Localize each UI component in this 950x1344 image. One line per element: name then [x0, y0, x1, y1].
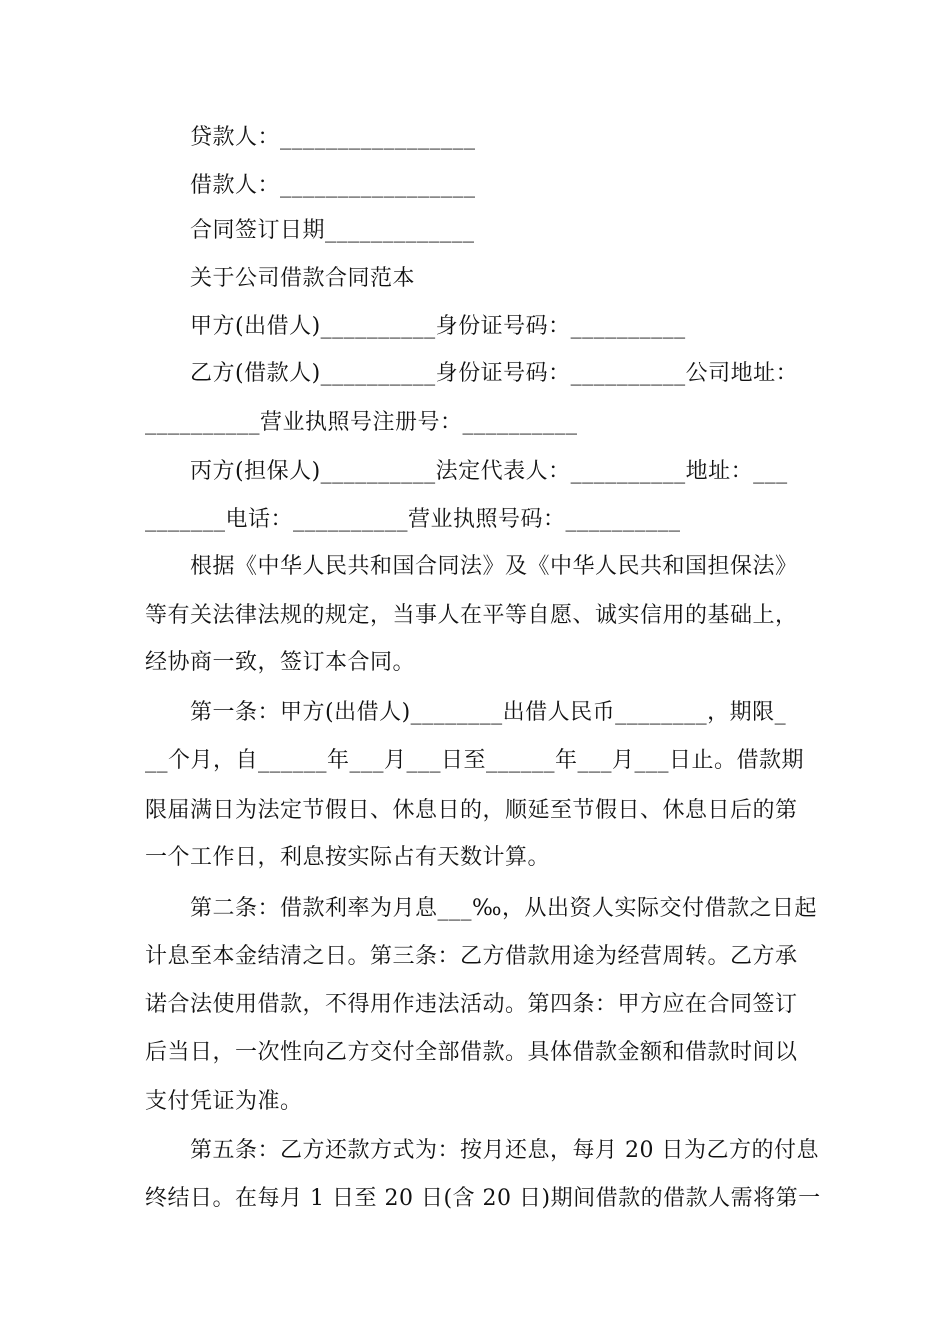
sign-date-line: 合同签订日期_____________ [190, 218, 475, 243]
article-5-line: 第五条：乙方还款方式为：按月还息，每月 20 日为乙方的付息 [190, 1138, 819, 1163]
article-1-line: 一个工作日，利息按实际占有天数计算。 [145, 845, 551, 870]
article-5-line: 终结日。在每月 1 日至 20 日(含 20 日)期间借款的借款人需将第一 [145, 1186, 821, 1211]
article-2-line: 支付凭证为准。 [145, 1089, 303, 1114]
party-c-line-cont: _______电话：__________营业执照号码：__________ [145, 507, 681, 532]
preamble-line: 经协商一致，签订本合同。 [145, 650, 416, 675]
party-a-line: 甲方(出借人)__________身份证号码：__________ [190, 314, 686, 339]
party-c-line: 丙方(担保人)__________法定代表人：__________地址：___ [190, 459, 788, 484]
article-2-line: 诺合法使用借款，不得用作违法活动。第四条：甲方应在合同签订 [145, 992, 798, 1017]
article-2-line: 第二条：借款利率为月息___‰，从出资人实际交付借款之日起 [190, 896, 818, 921]
lender-line: 贷款人：_________________ [190, 125, 476, 150]
document-title: 关于公司借款合同范本 [190, 266, 416, 291]
borrower-line: 借款人：_________________ [190, 173, 476, 198]
preamble-line: 根据《中华人民共和国合同法》及《中华人民共和国担保法》 [190, 554, 798, 579]
article-1-line: 限届满日为法定节假日、休息日的，顺延至节假日、休息日后的第 [145, 798, 798, 823]
party-b-line-cont: __________营业执照号注册号：__________ [145, 410, 578, 435]
party-b-line: 乙方(借款人)__________身份证号码：__________公司地址： [190, 361, 799, 386]
article-2-line: 后当日，一次性向乙方交付全部借款。具体借款金额和借款时间以 [145, 1040, 798, 1065]
preamble-line: 等有关法律法规的规定，当事人在平等自愿、诚实信用的基础上， [145, 603, 798, 628]
article-1-line: __个月，自______年___月___日至______年___月___日止。借款期 [145, 748, 805, 773]
article-2-line: 计息至本金结清之日。第三条：乙方借款用途为经营周转。乙方承 [145, 944, 798, 969]
article-1-line: 第一条：甲方(出借人)________出借人民币________，期限_ [190, 700, 787, 725]
